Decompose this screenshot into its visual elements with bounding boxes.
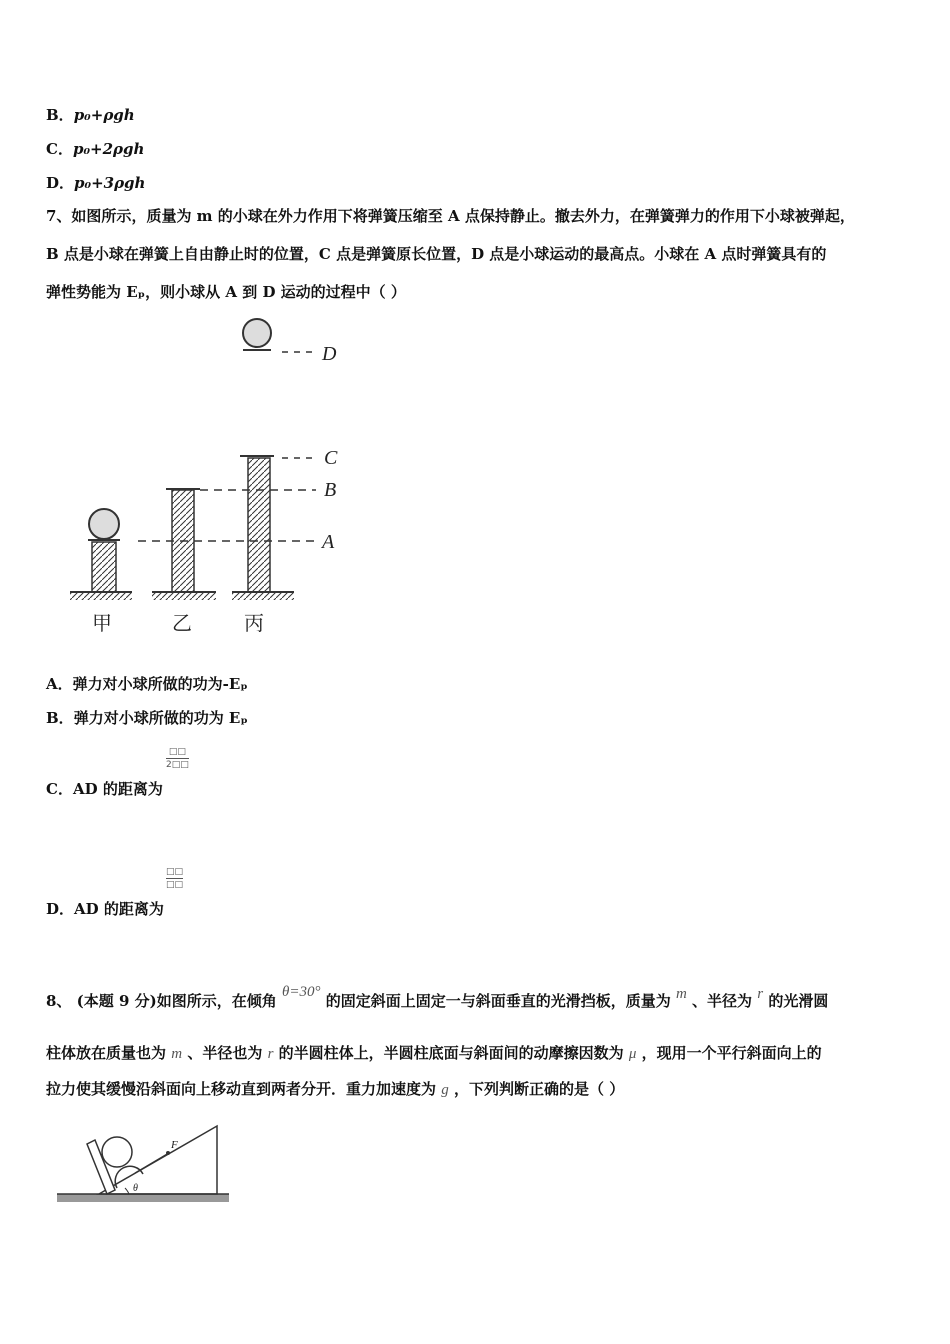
q8-stem-line2: 柱体放在质量也为 m 、半径也为 r 的半圆柱体上，半圆柱底面与斜面间的动摩擦因数为 μ ，现用一个平行斜面向上的 [46,1044,822,1062]
label-force: F [171,1139,178,1151]
label-theta: θ [133,1183,138,1194]
label-d: D [322,343,337,365]
q7-option-d: D．AD 的距离为 [46,900,164,918]
caption-yi: 乙 [172,613,192,635]
q7-spring-figure [60,310,360,640]
spring-jia [88,509,120,592]
caption-bing: 丙 [244,613,264,635]
q7-option-a: A．弹力对小球所做的功为-Eₚ [46,675,248,693]
ball-at-d [243,319,271,347]
label-a: A [322,531,335,553]
q8-incline-figure [55,1118,235,1210]
spring-bing [240,456,274,592]
q6-option-c: C．p₀+2ρgh [46,140,145,158]
q8-stem-line3: 拉力使其缓慢沿斜面向上移动直到两者分开．重力加速度为 g ，下列判断正确的是（ ） [46,1080,625,1098]
q7-stem-line1: 7、如图所示，质量为 m 的小球在外力作用下将弹簧压缩至 A 点保持静止。撤去外力，在弹簧弹力的作用下小球被弹起， [46,207,855,225]
q7-option-d-fraction: □□ □□ [166,867,184,890]
q7-stem-line3: 弹性势能为 Eₚ，则小球从 A 到 D 运动的过程中（ ） [46,283,406,301]
q7-option-b: B．弹力对小球所做的功为 Eₚ [46,709,248,727]
label-c: C [324,447,338,469]
label-b: B [324,479,337,501]
q6-option-b: B．p₀+ρgh [46,106,135,124]
caption-jia: 甲 [92,613,112,635]
q6-option-d: D．p₀+3ρgh [46,174,146,192]
theta-expression: θ=30° [281,984,321,1000]
q8-stem-line1: 8、 (本题 9 分)如图所示，在倾角 θ=30° 的固定斜面上固定一与斜面垂直的光滑挡板，质量为 m 、半径为 r 的光滑圆 [46,984,829,1010]
q7-option-c-fraction: □□ 2□□ [166,747,189,770]
q7-stem-line2: B 点是小球在弹簧上自由静止时的位置，C 点是弹簧原长位置，D 点是小球运动的最高点。小球在 A 点时弹簧具有的 [46,245,827,263]
q7-option-c: C．AD 的距离为 [46,780,163,798]
